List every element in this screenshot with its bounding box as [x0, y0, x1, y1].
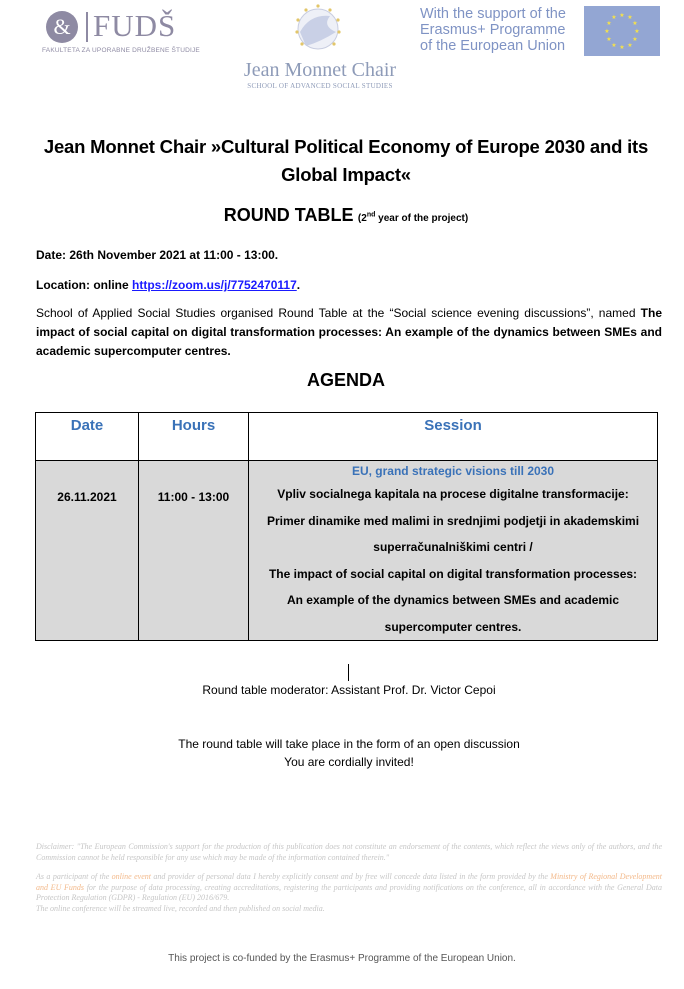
svg-text:★: ★ — [619, 44, 625, 51]
header-session: Session — [249, 413, 658, 461]
disclaimer-paragraph: Disclaimer: "The European Commission's support for the production of this publication does not constitute an endorsement of the contents, which reflect the views only of the authors, and the Commission cannot be held responsible for any use which may be made of the information contained therein." — [36, 842, 662, 862]
svg-text:★: ★ — [627, 14, 633, 21]
session-line: Vpliv socialnega kapitala na procese digitalne transformacije: — [277, 487, 629, 501]
svg-text:★: ★ — [619, 12, 625, 19]
svg-text:★: ★ — [606, 20, 612, 27]
svg-text:★: ★ — [632, 20, 638, 27]
fuds-logo-subtitle: FAKULTETA ZA UPORABNE DRUŽBENE ŠTUDIJE — [42, 47, 200, 54]
svg-text:★: ★ — [604, 28, 610, 35]
erasmus-support-line: With the support of the — [420, 6, 566, 22]
event-description — [36, 304, 662, 361]
agenda-heading: AGENDA — [306, 370, 385, 390]
fuds-logo-divider — [86, 12, 88, 42]
highlight-online-event: online event — [111, 872, 151, 881]
closing-text — [30, 735, 668, 771]
session-title: EU, grand strategic visions till 2030 — [351, 464, 555, 478]
event-location: Location: online https://zoom.us/j/7752470117. — [36, 278, 301, 292]
cell-session — [249, 461, 658, 641]
text-cursor — [348, 664, 349, 681]
moderator-line: Round table moderator: Assistant Prof. Dr. Victor Cepoi — [202, 683, 496, 697]
session-line: The impact of social capital on digital transformation processes: — [268, 566, 638, 581]
page-title — [30, 133, 662, 189]
agenda-header-row — [36, 413, 658, 461]
description-topic: The impact of social capital on digital transformation processes: An example of the dynamics between SMEs and academic supercomputer centres. — [36, 306, 662, 358]
page-title-line: Jean Monnet Chair »Cultural Political Economy of Europe 2030 and its — [43, 136, 649, 157]
eu-flag-icon — [584, 6, 660, 56]
cell-date: 26.11.2021 — [36, 461, 139, 641]
round-table-heading — [30, 205, 662, 226]
closing-line: You are cordially invited! — [284, 755, 414, 769]
jean-monnet-chair-logo-title: Jean Monnet Chair — [243, 59, 397, 81]
svg-text:★: ★ — [606, 36, 612, 43]
agenda-table — [35, 412, 658, 641]
header-hours: Hours — [139, 413, 249, 461]
round-table-title: ROUND TABLE — [223, 205, 354, 225]
footer-text: This project is co-funded by the Erasmus+ Programme of the European Union. — [168, 953, 516, 964]
description-intro: School of Applied Social Studies organised Round Table at the “Social science evening discussions”, named — [36, 306, 636, 320]
disclaimer — [36, 842, 662, 914]
session-line: Primer dinamike med malimi in srednjimi podjetji in akademskimi — [266, 513, 640, 528]
table-row — [36, 461, 658, 641]
fuds-logo-icon: & — [46, 11, 78, 43]
jean-monnet-emblem-icon — [286, 2, 350, 58]
erasmus-support-line: of the European Union — [420, 38, 566, 54]
round-table-note: (2nd year of the project) — [357, 211, 469, 224]
cell-hours: 11:00 - 13:00 — [139, 461, 249, 641]
session-line: supercomputer centres. — [384, 619, 522, 634]
session-line: An example of the dynamics between SMEs and academic — [286, 593, 620, 607]
session-line: superračunalniškimi centri / — [373, 540, 533, 554]
event-date: Date: 26th November 2021 at 11:00 - 13:00. — [36, 248, 279, 262]
jean-monnet-chair-logo-subtitle: SCHOOL OF ADVANCED SOCIAL STUDIES — [247, 82, 393, 90]
svg-text:★: ★ — [611, 14, 617, 21]
svg-text:★: ★ — [632, 36, 638, 43]
streaming-note: The online conference will be streamed live, recorded and then published on social media. — [36, 903, 325, 913]
page-title-line: Global Impact« — [281, 164, 411, 185]
fuds-logo-name: FUDŠ — [93, 8, 177, 43]
svg-text:★: ★ — [627, 42, 633, 49]
highlight-ministry: Ministry of Regional Development and EU Funds — [36, 872, 662, 892]
erasmus-support-text — [420, 6, 566, 54]
zoom-link[interactable]: https://zoom.us/j/7752470117 — [132, 278, 297, 292]
location-label: Location: online — [36, 278, 132, 292]
header-date: Date — [36, 413, 139, 461]
erasmus-support-line: Erasmus+ Programme — [420, 22, 566, 38]
closing-line: The round table will take place in the form of an open discussion — [178, 737, 520, 751]
consent-paragraph: As a participant of the online event and provider of personal data I hereby explicitly consent and by free will concede data listed in the form provided by the Ministry of Regional Development and EU Funds for the purpose of data processing, creating accreditations, registering the participants and providing notifications on the conference, all in accordance with the General Data Protection Regulation (GDPR) - Regulation (EU) 2016/679. — [36, 872, 662, 902]
svg-text:★: ★ — [611, 42, 617, 49]
svg-text:★: ★ — [634, 28, 640, 35]
